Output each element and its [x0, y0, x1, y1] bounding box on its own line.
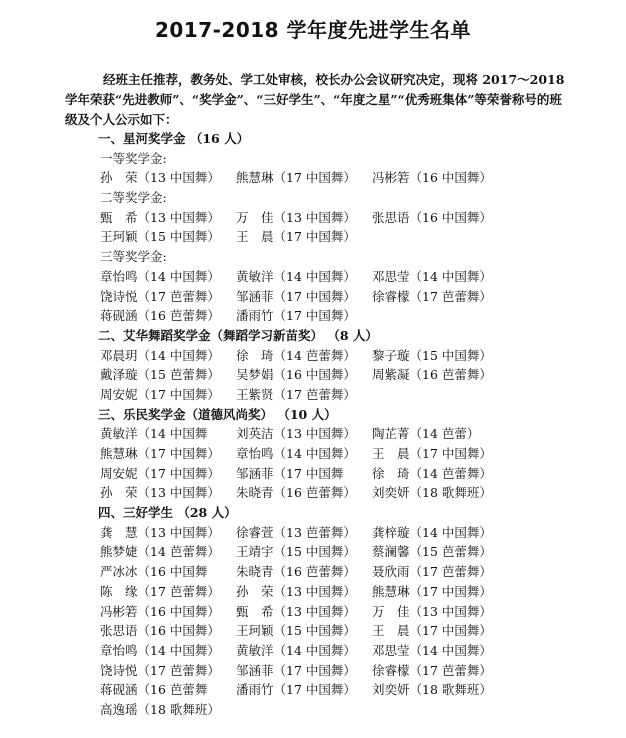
student-row	[0, 482, 626, 502]
student-row	[0, 699, 626, 719]
student-row	[0, 364, 626, 384]
student-entry: 潘雨竹（17 中国舞）	[236, 308, 356, 324]
student-entry: 徐 琦（14 芭蕾舞）	[236, 347, 356, 363]
student-row	[0, 266, 626, 286]
student-entry: 饶诗悦（17 芭蕾舞）	[100, 288, 220, 304]
student-entry: 严冰冰（16 中国舞	[100, 564, 208, 580]
student-entry: 冯彬箬（16 中国舞）	[100, 603, 220, 619]
student-entry: 刘英洁（13 中国舞）	[236, 426, 356, 442]
section-heading: 四、三好学生 （28 人）	[98, 505, 237, 521]
document-title: 2017-2018 学年度先进学生名单	[154, 18, 472, 42]
student-row	[0, 207, 626, 227]
student-row	[0, 679, 626, 699]
student-row	[0, 226, 626, 246]
award-level-label: 三等奖学金:	[100, 249, 167, 265]
student-entry: 王 晨（17 中国舞）	[236, 229, 356, 245]
student-entry: 蔡澜馨（15 芭蕾舞）	[372, 544, 492, 560]
student-entry: 黎子璇（15 中国舞）	[372, 347, 492, 363]
student-entry: 王 晨（17 中国舞）	[372, 623, 492, 639]
student-entry: 章怡鸣（14 中国舞）	[236, 446, 356, 461]
student-entry: 熊梦婕（14 芭蕾舞）	[100, 544, 220, 560]
student-entry: 章怡鸣（14 中国舞）	[100, 642, 220, 658]
student-entry: 邓晨玥（14 中国舞）	[100, 347, 220, 363]
award-level-row	[0, 148, 626, 168]
section-heading-row	[0, 502, 626, 522]
student-entry: 徐 琦（14 芭蕾舞）	[372, 465, 492, 481]
student-row	[0, 305, 626, 325]
student-row	[0, 561, 626, 581]
award-level-row	[0, 187, 626, 207]
student-entry: 万 佳（13 中国舞）	[236, 209, 356, 225]
student-entry: 冯彬箬（16 中国舞）	[372, 170, 492, 186]
student-entry: 戴泽璇（15 芭蕾舞）	[100, 367, 220, 383]
student-row	[0, 463, 626, 483]
section-heading: 三、乐民奖学金（道德风尚奖） （10 人）	[98, 406, 337, 422]
student-entry: 王紫贤（17 芭蕾舞）	[236, 386, 356, 402]
student-entry: 聂欣雨（17 芭蕾舞）	[372, 564, 492, 580]
student-entry: 甄 希（13 中国舞）	[100, 209, 220, 225]
student-entry: 蒋砚涵（16 芭蕾舞）	[100, 308, 220, 324]
student-entry: 孙 荣（13 中国舞）	[100, 485, 220, 501]
student-entry: 熊慧琳（17 中国舞）	[100, 446, 220, 461]
student-entry: 徐睿萱（13 芭蕾舞）	[236, 524, 356, 540]
student-row	[0, 620, 626, 640]
student-entry: 刘奕妍（18 歌舞班）	[372, 485, 492, 501]
intro-paragraph: 经班主任推荐，教务处、学工处审核，校长办公会议研究决定，现将 2017～2018 学年荣获“先进教师”、“奖学金”、“三好学生”、“年度之星”“优秀班集体”等荣誉称号的班级及个人公示如下：	[65, 72, 565, 127]
student-row	[0, 522, 626, 542]
student-row	[0, 601, 626, 621]
student-row	[0, 345, 626, 365]
student-entry: 黄敏洋（14 中国舞	[100, 426, 208, 442]
student-entry: 王珂颖（15 中国舞）	[236, 623, 356, 639]
student-row	[0, 167, 626, 187]
student-entry: 周安妮（17 中国舞）	[100, 386, 220, 402]
student-entry: 邹涵菲（17 中国舞）	[236, 288, 356, 304]
student-entry: 饶诗悦（17 芭蕾舞）	[100, 662, 220, 678]
student-entry: 朱晓青（16 芭蕾舞）	[236, 485, 356, 501]
student-row	[0, 384, 626, 404]
student-entry: 朱晓青（16 芭蕾舞）	[236, 564, 356, 580]
student-entry: 孙 荣（13 中国舞）	[236, 583, 356, 599]
student-entry: 蒋砚涵（16 芭蕾舞	[100, 682, 208, 698]
section-heading: 二、艾华舞蹈奖学金（舞蹈学习新苗奖） （8 人）	[98, 327, 378, 343]
student-row	[0, 423, 626, 443]
student-entry: 黄敏洋（14 中国舞）	[236, 268, 356, 284]
section-heading-row	[0, 325, 626, 345]
award-level-row	[0, 246, 626, 266]
student-entry: 邓思莹（14 中国舞）	[372, 642, 492, 658]
student-entry: 黄敏洋（14 中国舞）	[236, 642, 356, 658]
student-entry: 王珂颖（15 中国舞）	[100, 229, 220, 245]
student-row	[0, 541, 626, 561]
student-entry: 高逸瑶（18 歌舞班）	[100, 701, 220, 717]
student-entry: 章怡鸣（14 中国舞）	[100, 268, 220, 284]
student-row	[0, 581, 626, 601]
award-level-label: 二等奖学金:	[100, 190, 167, 206]
student-entry: 万 佳（13 中国舞）	[372, 603, 492, 619]
award-level-label: 一等奖学金:	[100, 150, 167, 166]
student-entry: 孙 荣（13 中国舞）	[100, 170, 220, 186]
student-entry: 吴梦娟（16 中国舞）	[236, 367, 356, 383]
student-entry: 王 晨（17 中国舞）	[372, 446, 492, 461]
student-entry: 邹涵菲（17 中国舞	[236, 465, 344, 481]
student-entry: 龚梓璇（14 中国舞）	[372, 524, 492, 540]
student-entry: 甄 希（13 中国舞）	[236, 603, 356, 619]
student-entry: 熊慧琳（17 中国舞）	[372, 583, 492, 599]
student-entry: 龚 慧（13 中国舞）	[100, 524, 220, 540]
student-entry: 邓思莹（14 中国舞）	[372, 268, 492, 284]
section-heading: 一、星河奖学金 （16 人）	[98, 131, 250, 146]
student-entry: 陶芷菁（14 芭蕾）	[372, 426, 480, 442]
student-entry: 张思语（16 中国舞）	[100, 623, 220, 639]
student-entry: 刘奕妍（18 歌舞班）	[372, 682, 492, 698]
student-entry: 周紫凝（16 芭蕾舞）	[372, 367, 492, 383]
student-row	[0, 286, 626, 306]
student-entry: 潘雨竹（17 中国舞）	[236, 682, 356, 698]
student-entry: 陈 缘（17 芭蕾舞）	[100, 583, 220, 599]
student-entry: 熊慧琳（17 中国舞）	[236, 170, 356, 186]
student-row	[0, 443, 626, 463]
section-heading-row	[0, 128, 626, 148]
student-entry: 徐睿檬（17 芭蕾舞）	[372, 662, 492, 678]
student-row	[0, 640, 626, 660]
student-entry: 周安妮（17 中国舞）	[100, 465, 220, 481]
student-entry: 邹涵菲（17 中国舞）	[236, 662, 356, 678]
section-heading-row	[0, 404, 626, 424]
student-entry: 张思语（16 中国舞）	[372, 209, 492, 225]
award-list	[0, 128, 626, 719]
student-entry: 王靖宇（15 中国舞）	[236, 544, 356, 560]
student-row	[0, 660, 626, 680]
student-entry: 徐睿檬（17 芭蕾舞）	[372, 288, 492, 304]
